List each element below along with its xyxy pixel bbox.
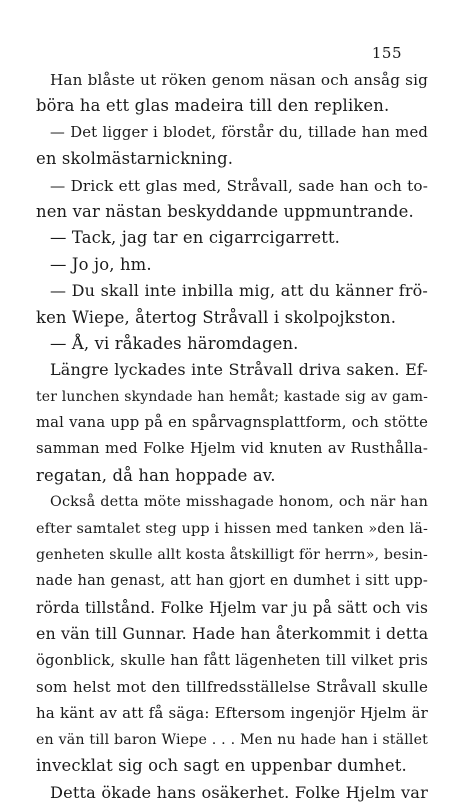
text-line: ögonblick, skulle han fått lägenheten till vilket pris bbox=[36, 651, 428, 669]
text-line: — Jo jo, hm. bbox=[50, 254, 152, 274]
text-line: genheten skulle allt kosta åtskilligt för herrn», besin- bbox=[36, 547, 428, 564]
text-line: nen var nästan beskyddande uppmuntrande. bbox=[36, 201, 414, 221]
body-text bbox=[36, 67, 428, 806]
text-line: — Å, vi råkades häromdagen. bbox=[50, 333, 299, 353]
text-line: samman med Folke Hjelm vid knuten av Rusthålla- bbox=[36, 440, 428, 458]
text-line: — Du skall inte inbilla mig, att du känner frö- bbox=[50, 281, 428, 301]
text-line: mal vana upp på en spårvagnsplattform, och stötte bbox=[36, 414, 428, 432]
text-line: regatan, då han hoppade av. bbox=[36, 465, 276, 485]
text-line: Han blåste ut röken genom näsan och ansåg sig bbox=[50, 71, 428, 89]
page-number: 155 bbox=[371, 44, 402, 62]
text-line: ha känt av att få säga: Eftersom ingenjör Hjelm är bbox=[36, 704, 428, 723]
text-line: — Det ligger i blodet, förstår du, tillade han med bbox=[50, 123, 428, 141]
text-line: Detta ökade hans osäkerhet. Folke Hjelm var bbox=[50, 782, 428, 802]
text-line: Också detta möte misshagade honom, och när han bbox=[50, 494, 428, 511]
text-line: Längre lyckades inte Stråvall driva saken. Ef- bbox=[50, 360, 428, 380]
text-line: rörda tillstånd. Folke Hjelm var ju på sätt och vis bbox=[36, 598, 428, 617]
text-line: — Tack, jag tar en cigarrcigarrett. bbox=[50, 228, 341, 248]
text-line: en skolmästarnickning. bbox=[36, 149, 234, 169]
text-line: efter samtalet steg upp i hissen med tanken »den lä- bbox=[36, 520, 428, 537]
text-line: nade han genast, att han gjort en dumhet i sitt upp- bbox=[36, 572, 428, 590]
text-line: ter lunchen skyndade han hemåt; kastade sig av gam- bbox=[36, 388, 428, 405]
text-line: ken Wiepe, återtog Stråvall i skolpojkston. bbox=[36, 307, 397, 327]
text-line: som helst mot den tillfredsställelse Stråvall skulle bbox=[36, 677, 428, 696]
text-line: invecklat sig och sagt en uppenbar dumhet. bbox=[36, 756, 407, 776]
text-line: en vän till Gunnar. Hade han återkommit i detta bbox=[36, 624, 429, 644]
text-line: en vän till baron Wiepe . . . Men nu hade han i stället bbox=[36, 731, 428, 748]
text-line: — Drick ett glas med, Stråvall, sade han och to- bbox=[50, 176, 428, 195]
text-line: böra ha ett glas madeira till den repliken. bbox=[36, 96, 390, 116]
